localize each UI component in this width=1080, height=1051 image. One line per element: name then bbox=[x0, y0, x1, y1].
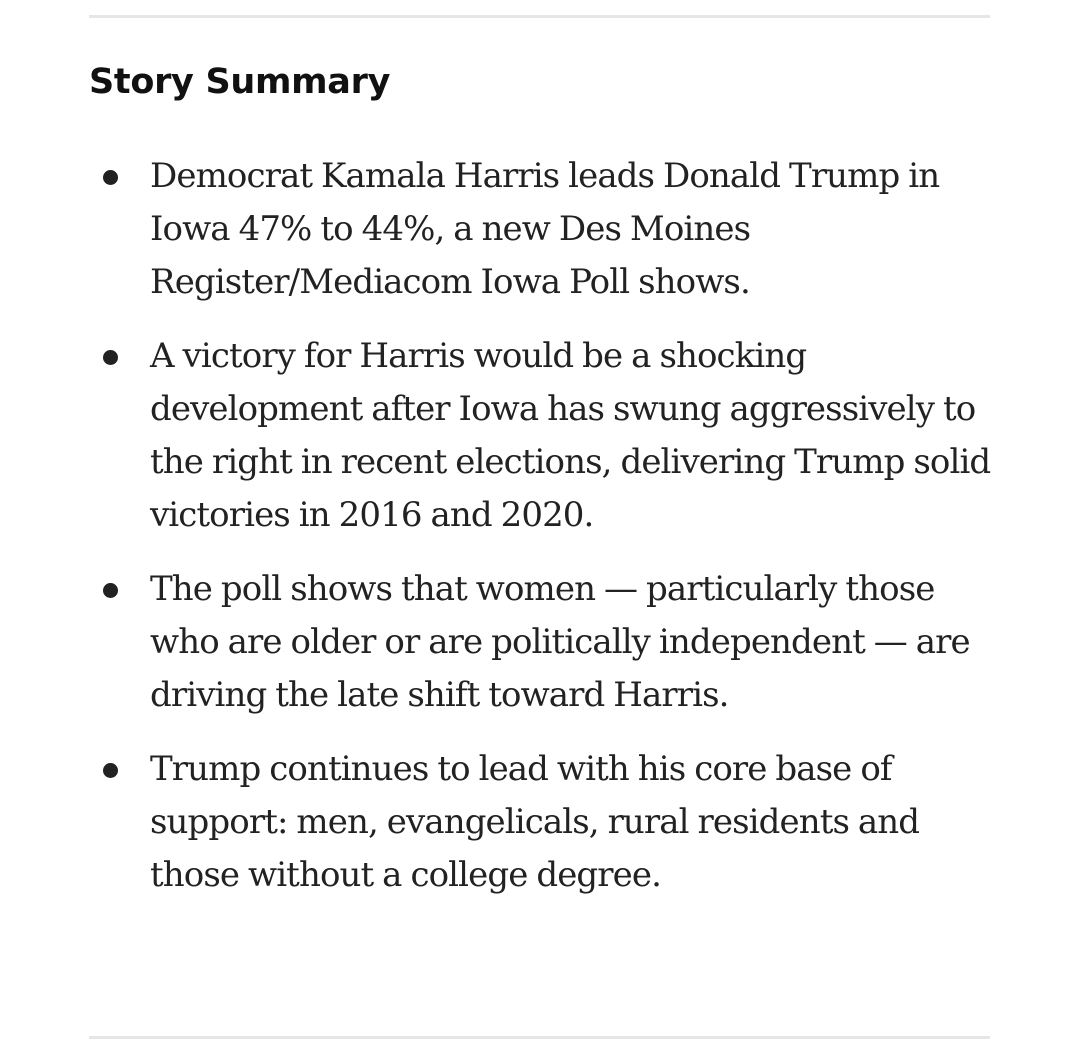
summary-bullet-text: Trump continues to lead with his core base of support: men, evangelicals, rural residents and those without a college degree. bbox=[150, 749, 920, 895]
summary-bullet-text: The poll shows that women — particularly those who are older or are politically independent — are driving the late shift toward Harris. bbox=[150, 569, 970, 715]
top-divider bbox=[89, 15, 990, 18]
summary-bullet-item bbox=[89, 150, 999, 309]
summary-bullet-text: A victory for Harris would be a shocking development after Iowa has swung aggressively to the right in recent elections, delivering Trump solid victories in 2016 and 2020. bbox=[150, 336, 991, 535]
story-summary-list bbox=[89, 150, 999, 923]
story-summary bbox=[89, 58, 999, 895]
summary-bullet-text: Democrat Kamala Harris leads Donald Trump in Iowa 47% to 44%, a new Des Moines Register/Mediacom Iowa Poll shows. bbox=[150, 156, 940, 302]
summary-bullet-item bbox=[89, 330, 999, 542]
bottom-divider bbox=[89, 1036, 990, 1039]
bullet-icon bbox=[103, 763, 118, 778]
bullet-icon bbox=[103, 583, 118, 598]
story-summary-title: Story Summary bbox=[89, 62, 391, 102]
bullet-icon bbox=[103, 350, 118, 365]
bullet-icon bbox=[103, 170, 118, 185]
summary-bullet-item bbox=[89, 563, 999, 722]
summary-bullet-item bbox=[89, 743, 999, 902]
